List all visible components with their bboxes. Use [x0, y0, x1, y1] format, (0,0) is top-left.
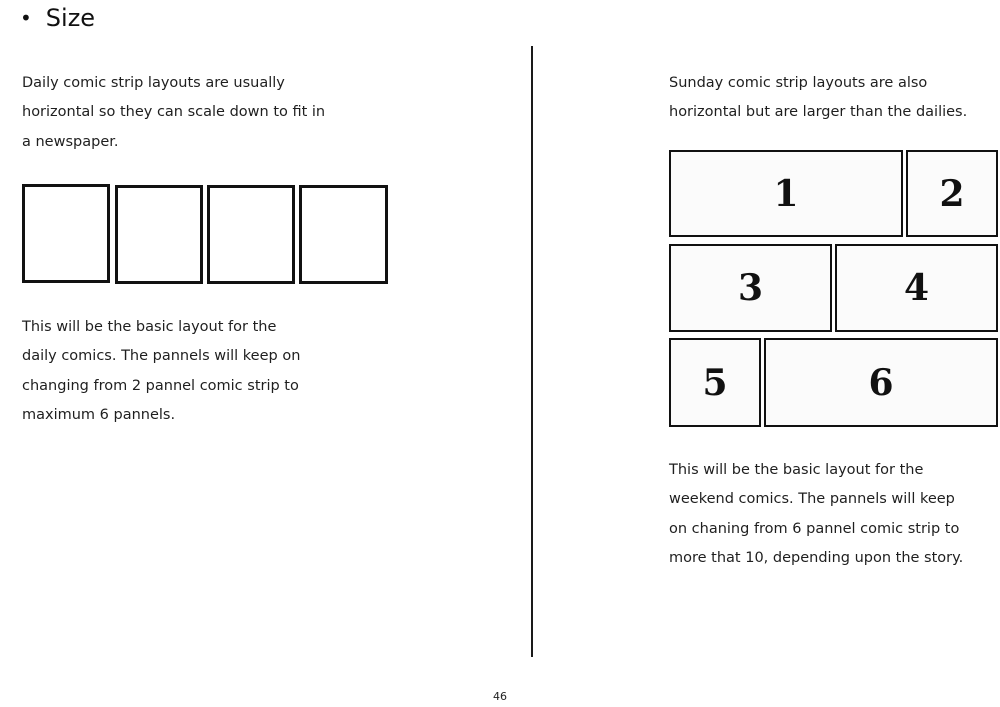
- daily-caption-line: daily comics. The pannels will keep on: [22, 348, 301, 365]
- sunday-caption-line: more that 10, depending upon the story.: [669, 550, 964, 567]
- sunday-caption-line: on chaning from 6 pannel comic strip to: [669, 520, 960, 537]
- sunday-caption-line: weekend comics. The pannels will keep: [669, 491, 955, 508]
- sunday-panel-4: 4: [835, 244, 998, 332]
- sunday-intro-line: Sunday comic strip layouts are also: [669, 75, 928, 91]
- sunday-intro-paragraph: [669, 69, 967, 128]
- sunday-caption-line: This will be the basic layout for the: [669, 462, 924, 478]
- daily-intro-line: Daily comic strip layouts are usually: [22, 75, 285, 91]
- daily-caption-line: This will be the basic layout for the: [22, 319, 277, 335]
- sunday-caption-paragraph: [669, 456, 963, 574]
- sunday-panel-5: 5: [669, 338, 761, 427]
- daily-intro-line: a newspaper.: [22, 133, 119, 150]
- column-divider: [531, 46, 533, 657]
- daily-intro-paragraph: [22, 69, 325, 157]
- daily-caption-paragraph: [22, 313, 300, 431]
- sunday-panel-2: 2: [906, 150, 998, 237]
- daily-panel: [299, 185, 388, 284]
- daily-panel: [115, 185, 203, 284]
- sunday-intro-line: horizontal but are larger than the dailies.: [669, 104, 968, 121]
- sunday-panel-3: 3: [669, 244, 832, 332]
- sunday-panel-6: 6: [764, 338, 998, 427]
- sunday-panel-1: 1: [669, 150, 903, 237]
- daily-intro-line: horizontal so they can scale down to fit in: [22, 104, 326, 121]
- daily-panel: [207, 185, 295, 284]
- section-title: Size: [45, 4, 96, 32]
- page-number: 46: [493, 690, 507, 703]
- daily-caption-line: changing from 2 pannel comic strip to: [22, 377, 299, 394]
- daily-caption-line: maximum 6 pannels.: [22, 407, 176, 424]
- daily-panel: [22, 184, 110, 283]
- bullet-icon: •: [20, 6, 32, 30]
- section-heading: [20, 4, 95, 32]
